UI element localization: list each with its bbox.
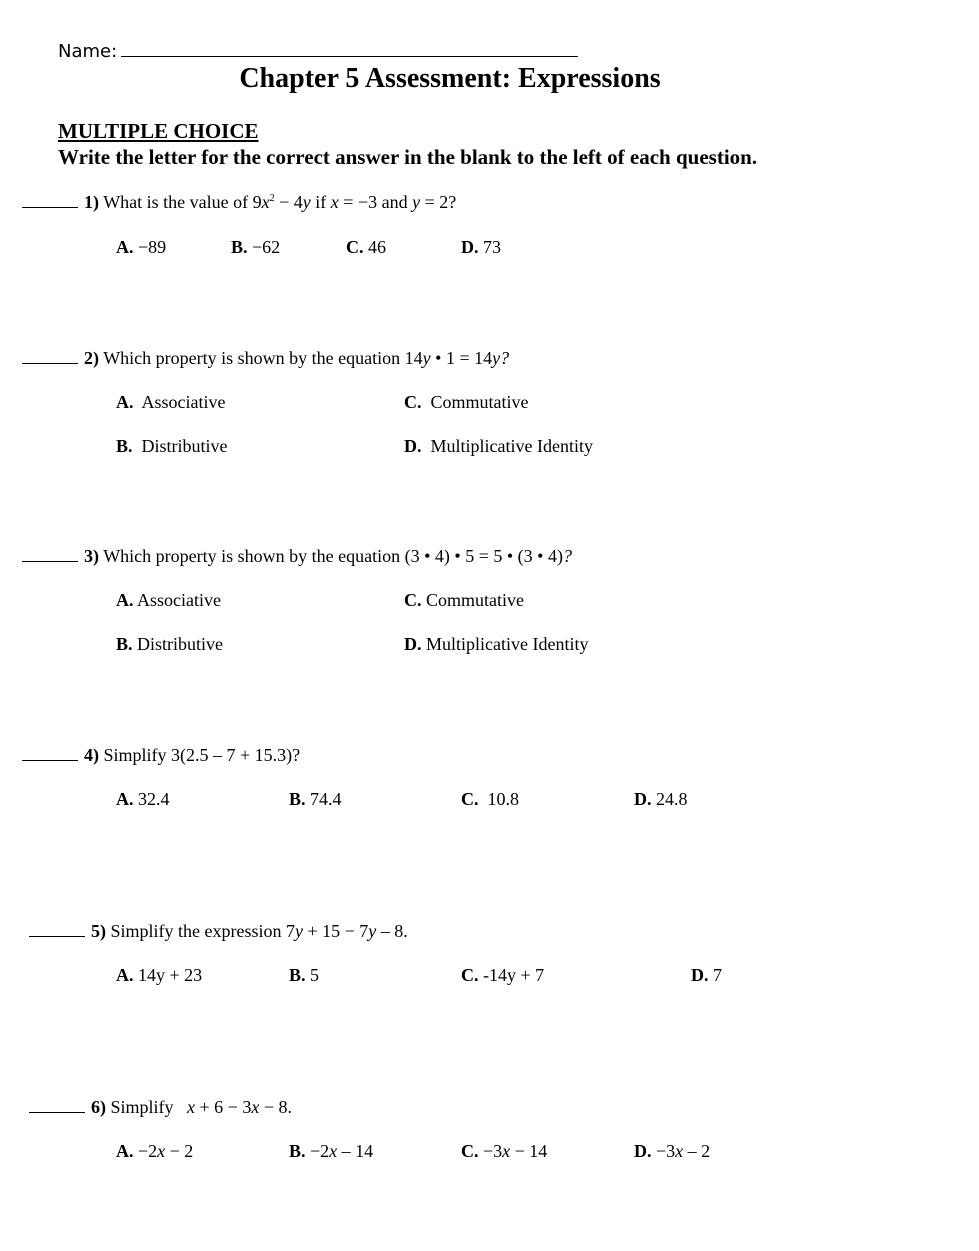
section-heading: MULTIPLE CHOICE bbox=[58, 119, 259, 143]
option-2b bbox=[116, 436, 228, 457]
option-5c bbox=[461, 965, 544, 986]
question-mark: ? bbox=[562, 546, 572, 566]
option-letter: C. bbox=[461, 789, 479, 809]
question-text: = −3 and bbox=[338, 192, 413, 212]
question-number: 6) bbox=[91, 1097, 106, 1117]
question-text: Which property is shown by the equation 14 bbox=[103, 348, 423, 368]
answer-blank-3[interactable] bbox=[22, 547, 78, 562]
question-text: + 6 − 3 bbox=[195, 1097, 252, 1117]
var-x: x bbox=[157, 1141, 166, 1161]
option-letter: B. bbox=[231, 237, 248, 257]
question-text: if bbox=[310, 192, 331, 212]
option-1d bbox=[461, 237, 501, 258]
option-letter: A. bbox=[116, 590, 134, 610]
option-letter: A. bbox=[116, 965, 134, 985]
question-3 bbox=[22, 546, 572, 567]
question-text: − 8. bbox=[259, 1097, 292, 1117]
var-y: y bbox=[422, 348, 431, 368]
option-letter: D. bbox=[461, 237, 479, 257]
option-1b bbox=[231, 237, 280, 258]
question-2 bbox=[22, 348, 509, 369]
var-y: y bbox=[412, 192, 421, 212]
var-y: y bbox=[368, 921, 377, 941]
answer-blank-4[interactable] bbox=[22, 746, 78, 761]
option-letter: C. bbox=[461, 1141, 479, 1161]
var-x: x bbox=[330, 192, 339, 212]
question-number: 1) bbox=[84, 192, 99, 212]
option-6a bbox=[116, 1141, 193, 1162]
option-letter: A. bbox=[116, 237, 134, 257]
option-4b bbox=[289, 789, 342, 810]
option-6c bbox=[461, 1141, 547, 1162]
option-letter: C. bbox=[461, 965, 479, 985]
option-value: −89 bbox=[138, 237, 167, 257]
answer-blank-2[interactable] bbox=[22, 349, 78, 364]
option-value: 32.4 bbox=[138, 789, 170, 809]
option-letter: D. bbox=[404, 634, 422, 654]
option-value: 24.8 bbox=[656, 789, 688, 809]
question-number: 5) bbox=[91, 921, 106, 941]
answer-blank-6[interactable] bbox=[29, 1098, 85, 1113]
question-text: • 1 = 14 bbox=[430, 348, 493, 368]
name-label: Name: bbox=[58, 41, 118, 62]
option-letter: A. bbox=[116, 789, 134, 809]
question-text: What is the value of 9 bbox=[103, 192, 262, 212]
var-x: x bbox=[329, 1141, 338, 1161]
option-6d bbox=[634, 1141, 710, 1162]
option-5b bbox=[289, 965, 319, 986]
option-value: Associative bbox=[141, 392, 226, 412]
var-x: x bbox=[187, 1097, 196, 1117]
instructions: Write the letter for the correct answer in the blank to the left of each question. bbox=[58, 145, 758, 169]
option-1c bbox=[346, 237, 386, 258]
option-value: −2 bbox=[310, 1141, 330, 1161]
option-letter: D. bbox=[634, 789, 652, 809]
option-value: −2 bbox=[138, 1141, 158, 1161]
var-y: y? bbox=[492, 348, 510, 368]
question-text: − 4 bbox=[274, 192, 303, 212]
option-value: − 2 bbox=[165, 1141, 194, 1161]
option-value: 74.4 bbox=[310, 789, 342, 809]
option-4d bbox=[634, 789, 688, 810]
var-x: x bbox=[502, 1141, 511, 1161]
question-text: Which property is shown by the equation (3 • 4) • 5 = 5 • (3 • 4) bbox=[103, 546, 563, 566]
option-letter: C. bbox=[404, 392, 422, 412]
option-letter: B. bbox=[289, 1141, 306, 1161]
var-y: y bbox=[302, 192, 311, 212]
option-value: −3 bbox=[656, 1141, 676, 1161]
option-letter: A. bbox=[116, 392, 134, 412]
var-x: x bbox=[675, 1141, 684, 1161]
option-6b bbox=[289, 1141, 373, 1162]
var-x: x bbox=[251, 1097, 260, 1117]
option-value: −3 bbox=[483, 1141, 503, 1161]
option-value: 7 bbox=[713, 965, 722, 985]
answer-blank-1[interactable] bbox=[22, 193, 78, 208]
option-value: Multiplicative Identity bbox=[426, 634, 589, 654]
question-text: – 8. bbox=[376, 921, 408, 941]
option-letter: D. bbox=[691, 965, 709, 985]
name-field-row bbox=[58, 38, 578, 62]
option-value: 14y + 23 bbox=[138, 965, 203, 985]
option-value: 73 bbox=[483, 237, 501, 257]
option-value: Distributive bbox=[141, 436, 228, 456]
option-value: -14y + 7 bbox=[483, 965, 545, 985]
var-x: x bbox=[261, 192, 270, 212]
option-value: Commutative bbox=[430, 392, 529, 412]
option-value: Distributive bbox=[137, 634, 224, 654]
exponent: 2 bbox=[269, 193, 275, 204]
option-letter: C. bbox=[404, 590, 422, 610]
option-value: − 14 bbox=[510, 1141, 548, 1161]
option-value: 46 bbox=[368, 237, 386, 257]
question-number: 3) bbox=[84, 546, 99, 566]
option-letter: A. bbox=[116, 1141, 134, 1161]
option-3d bbox=[404, 634, 588, 655]
option-letter: D. bbox=[404, 436, 422, 456]
option-3a bbox=[116, 590, 221, 611]
question-text: Simplify the expression 7 bbox=[110, 921, 295, 941]
option-value: Multiplicative Identity bbox=[430, 436, 593, 456]
option-2d bbox=[404, 436, 593, 457]
question-6 bbox=[29, 1097, 292, 1118]
var-y: y bbox=[294, 921, 303, 941]
option-4a bbox=[116, 789, 170, 810]
option-2c bbox=[404, 392, 529, 413]
option-1a bbox=[116, 237, 166, 258]
option-3b bbox=[116, 634, 223, 655]
option-letter: D. bbox=[634, 1141, 652, 1161]
question-1 bbox=[22, 192, 456, 213]
option-letter: B. bbox=[116, 436, 133, 456]
option-value: – 2 bbox=[683, 1141, 711, 1161]
question-4 bbox=[22, 745, 300, 766]
option-value: 10.8 bbox=[487, 789, 519, 809]
option-3c bbox=[404, 590, 524, 611]
question-text: Simplify bbox=[110, 1097, 179, 1117]
option-value: 5 bbox=[310, 965, 320, 985]
option-5d bbox=[691, 965, 722, 986]
option-letter: B. bbox=[289, 965, 306, 985]
option-letter: B. bbox=[116, 634, 133, 654]
option-value: Associative bbox=[137, 590, 221, 610]
question-5 bbox=[29, 921, 408, 942]
option-value: – 14 bbox=[337, 1141, 374, 1161]
option-4c bbox=[461, 789, 519, 810]
page-title: Chapter 5 Assessment: Expressions bbox=[239, 63, 661, 94]
option-2a bbox=[116, 392, 226, 413]
option-letter: C. bbox=[346, 237, 364, 257]
option-5a bbox=[116, 965, 202, 986]
question-text: Simplify 3(2.5 – 7 + 15.3)? bbox=[103, 745, 301, 765]
question-number: 4) bbox=[84, 745, 99, 765]
option-value: Commutative bbox=[426, 590, 524, 610]
question-text: + 15 − 7 bbox=[302, 921, 369, 941]
option-letter: B. bbox=[289, 789, 306, 809]
name-blank-line[interactable] bbox=[121, 38, 578, 57]
question-number: 2) bbox=[84, 348, 99, 368]
question-text: = 2? bbox=[420, 192, 457, 212]
option-value: −62 bbox=[252, 237, 281, 257]
answer-blank-5[interactable] bbox=[29, 922, 85, 937]
